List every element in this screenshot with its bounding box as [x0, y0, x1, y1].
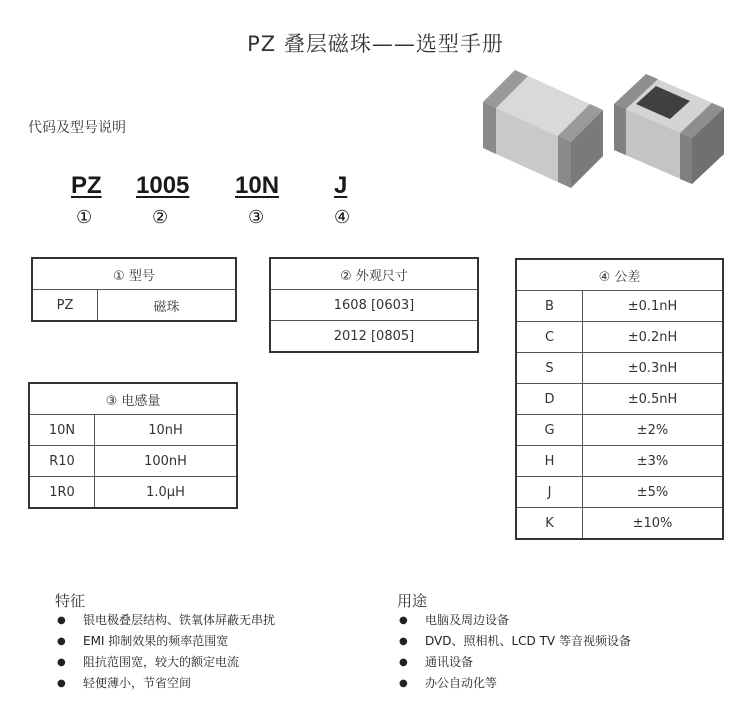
tolerance-value-cell: ±0.1nH [583, 291, 724, 322]
table-row [270, 290, 478, 321]
table-row [516, 415, 723, 446]
size-table-header: ② 外观尺寸 [270, 258, 478, 290]
tolerance-value-cell: ±0.3nH [583, 353, 724, 384]
tolerance-value-cell: ±0.5nH [583, 384, 724, 415]
index-marker-3: ③ [248, 207, 265, 228]
applications-heading: 用途 [397, 592, 428, 610]
type-table-header: ① 型号 [32, 258, 236, 290]
tolerance-code-cell: J [516, 477, 583, 508]
list-item: ● EMI 抑制效果的频率范围宽 [55, 631, 275, 652]
size-cell: 1608 [0603] [270, 290, 478, 321]
features-heading: 特征 [55, 592, 86, 610]
chip-inductor-image [606, 66, 736, 196]
tolerance-value-cell: ±3% [583, 446, 724, 477]
index-marker-2: ② [152, 207, 169, 228]
table-row [516, 446, 723, 477]
tolerance-code-cell: K [516, 508, 583, 540]
inductance-table [28, 382, 238, 509]
tolerance-code-cell: C [516, 322, 583, 353]
list-item: ● 阻抗范围宽，较大的额定电流 [55, 652, 275, 673]
tolerance-value-cell: ±2% [583, 415, 724, 446]
table-row [29, 477, 237, 509]
size-cell: 2012 [0805] [270, 321, 478, 353]
table-row [516, 322, 723, 353]
index-marker-1: ① [76, 207, 93, 228]
table-row [29, 415, 237, 446]
table-row [29, 446, 237, 477]
list-item: ● 银电极叠层结构、铁氧体屏蔽无串扰 [55, 610, 275, 631]
inductance-code-cell: R10 [29, 446, 95, 477]
tolerance-table-header: ④ 公差 [516, 259, 723, 291]
list-item: ● DVD、照相机、LCD TV 等音视频设备 [397, 631, 631, 652]
tolerance-code-cell: H [516, 446, 583, 477]
table-row [516, 384, 723, 415]
table-row [32, 290, 236, 322]
table-row [516, 353, 723, 384]
tolerance-code-cell: G [516, 415, 583, 446]
size-table [269, 257, 479, 353]
table-row [516, 477, 723, 508]
tolerance-value-cell: ±10% [583, 508, 724, 540]
inductance-code-cell: 1R0 [29, 477, 95, 509]
tolerance-code-cell: D [516, 384, 583, 415]
code-description-heading: 代码及型号说明 [28, 120, 126, 136]
index-marker-4: ④ [334, 207, 351, 228]
applications-list [397, 610, 631, 694]
table-row [516, 508, 723, 540]
inductance-value-cell: 1.0μH [95, 477, 238, 509]
tolerance-table [515, 258, 724, 540]
table-row [270, 321, 478, 353]
part-code-series: PZ [71, 172, 102, 199]
list-item: ● 电脑及周边设备 [397, 610, 631, 631]
inductance-table-header: ③ 电感量 [29, 383, 237, 415]
part-code-inductance: 10N [235, 172, 280, 199]
list-item: ● 办公自动化等 [397, 673, 631, 694]
list-item: ● 通讯设备 [397, 652, 631, 673]
table-row [516, 291, 723, 322]
tolerance-value-cell: ±0.2nH [583, 322, 724, 353]
list-item: ● 轻便薄小，节省空间 [55, 673, 275, 694]
page-title: PZ 叠层磁珠——选型手册 [247, 32, 504, 56]
type-desc-cell: 磁珠 [98, 290, 237, 322]
inductance-value-cell: 100nH [95, 446, 238, 477]
chip-bead-image [468, 66, 618, 202]
features-list [55, 610, 275, 694]
tolerance-value-cell: ±5% [583, 477, 724, 508]
inductance-code-cell: 10N [29, 415, 95, 446]
part-code-size: 1005 [136, 172, 190, 199]
type-code-cell: PZ [32, 290, 98, 322]
type-table [31, 257, 237, 322]
tolerance-code-cell: B [516, 291, 583, 322]
part-code-tolerance: J [334, 172, 348, 199]
inductance-value-cell: 10nH [95, 415, 238, 446]
tolerance-code-cell: S [516, 353, 583, 384]
